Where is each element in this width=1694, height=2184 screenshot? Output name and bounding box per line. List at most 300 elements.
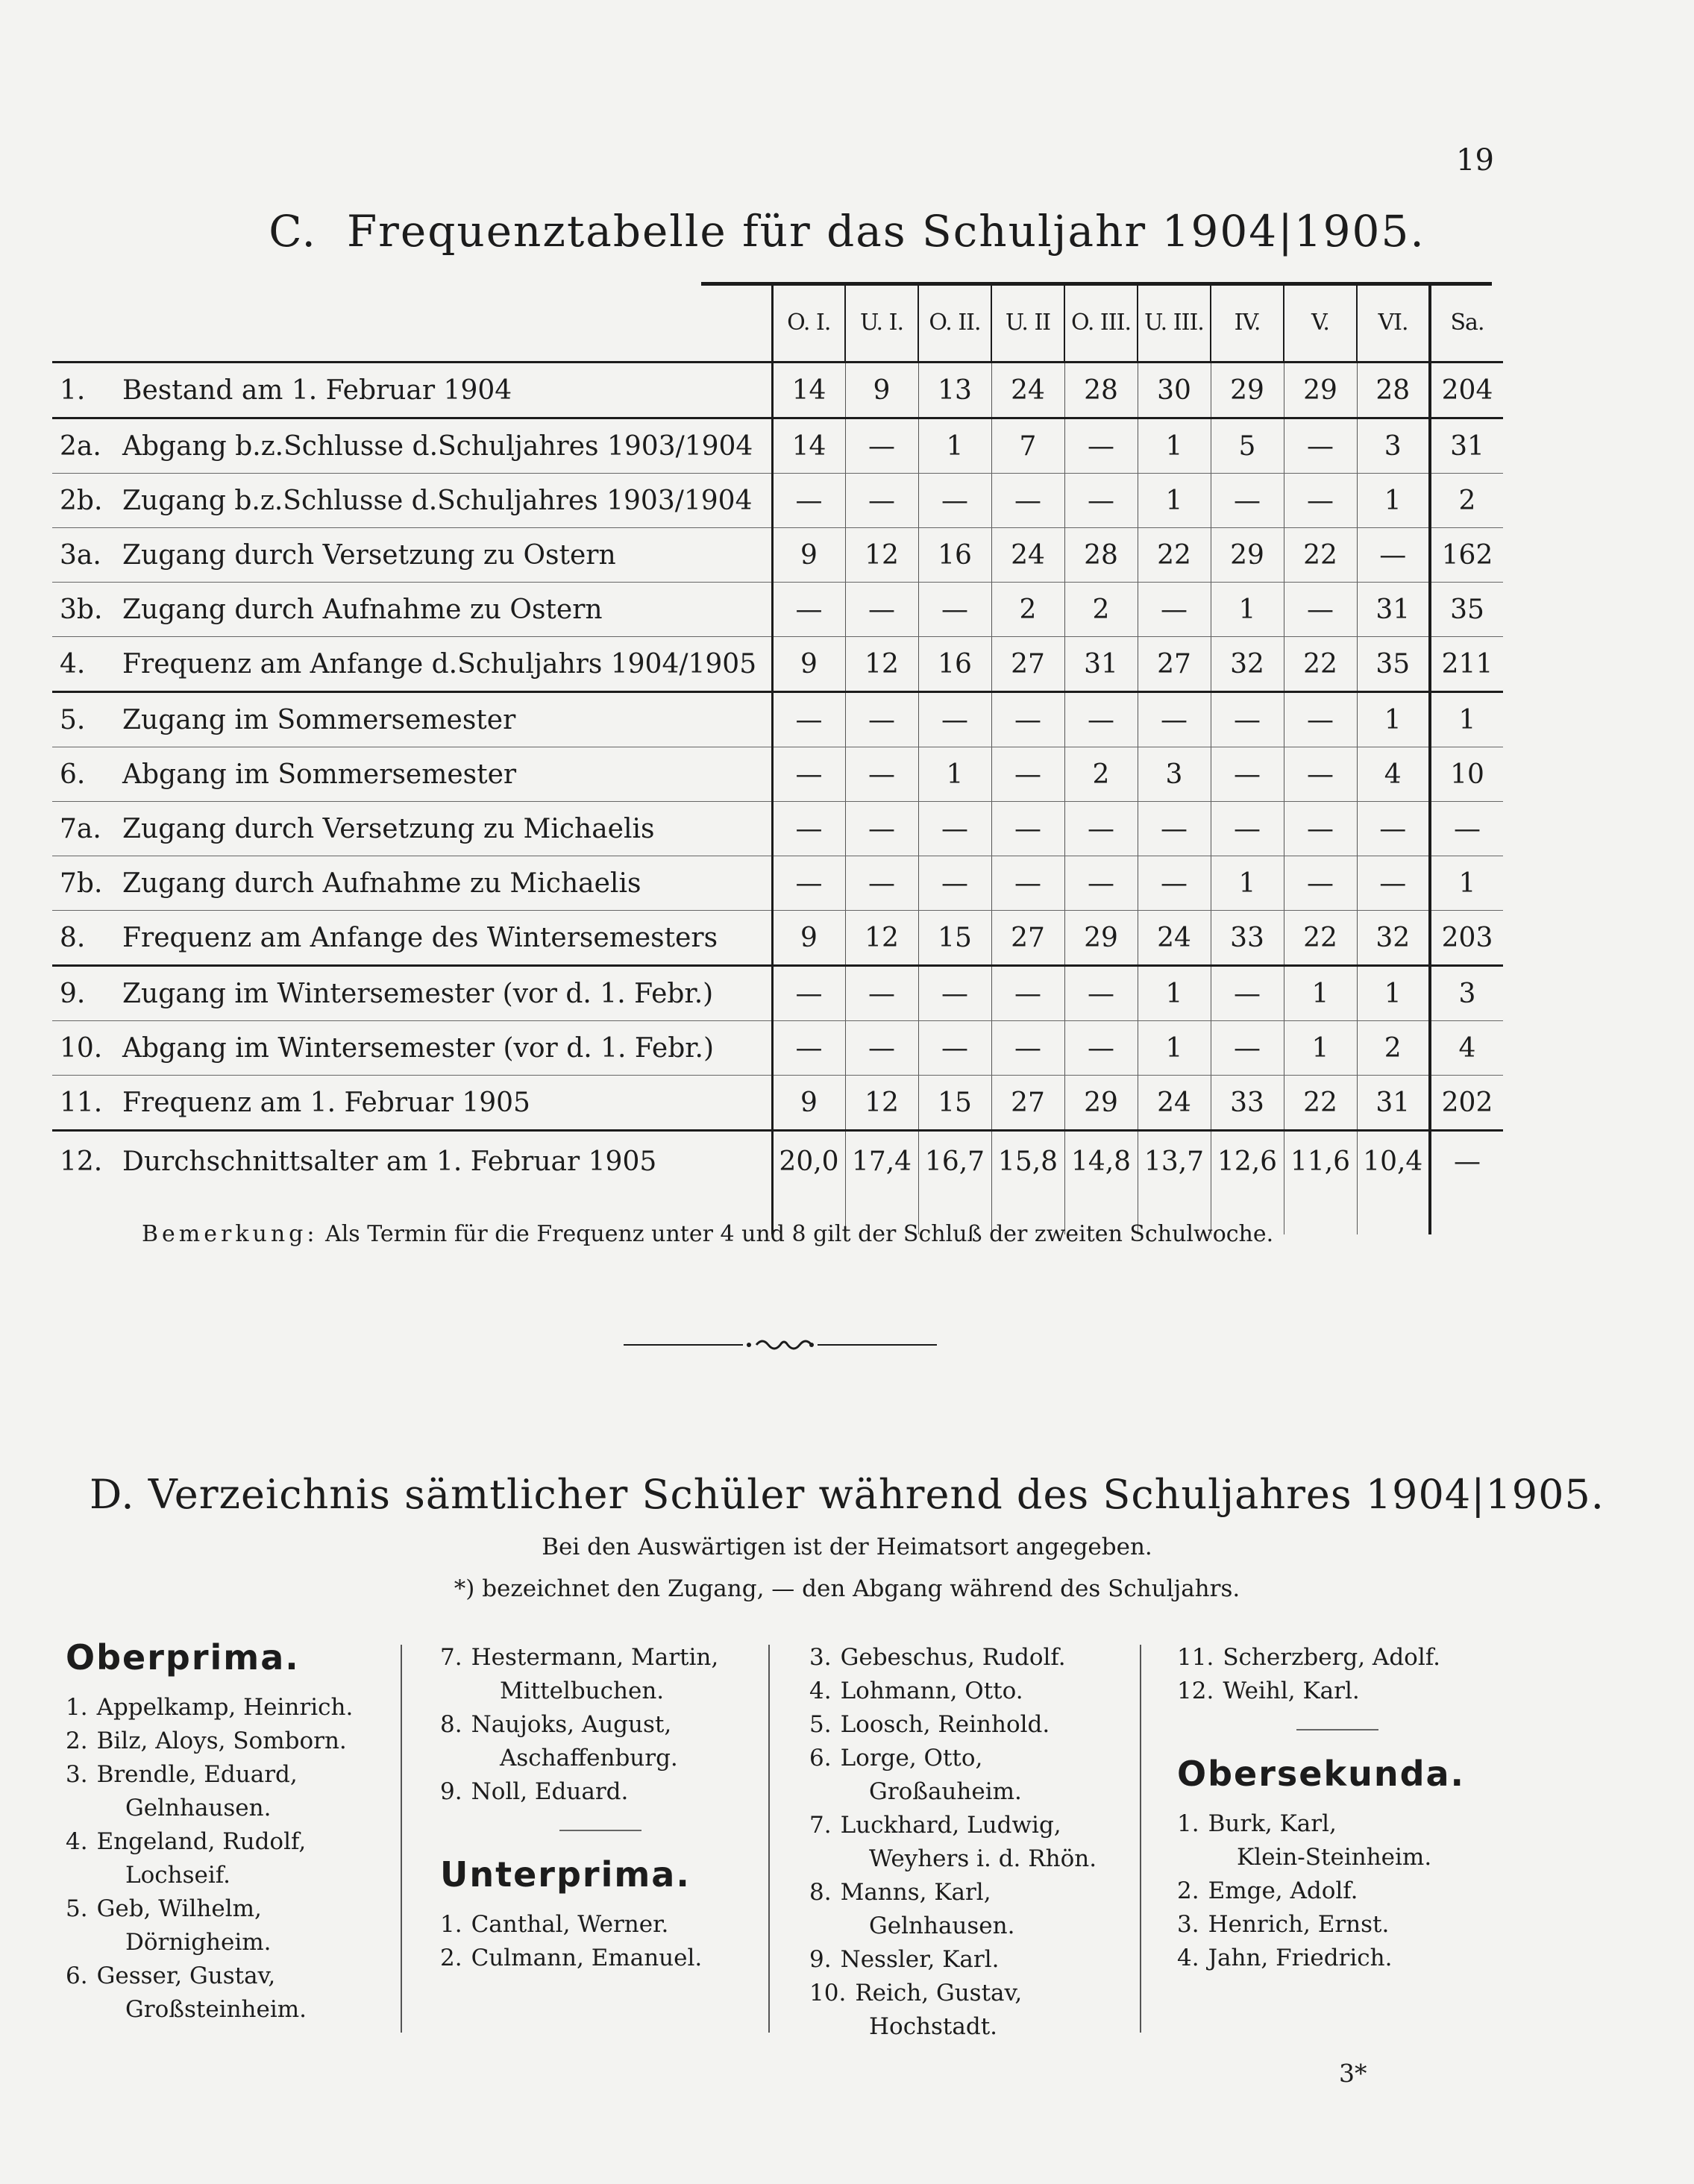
value-cell: 12 xyxy=(845,637,918,692)
section-c-title-text: Frequenztabelle für das Schuljahr 1904|1905. xyxy=(346,206,1425,257)
student-number: 10. xyxy=(809,1980,847,2006)
value-cell: 33 xyxy=(1211,911,1284,966)
value-cell: 1 xyxy=(1284,966,1357,1021)
row-label-text: Frequenz am 1. Februar 1905 xyxy=(122,1087,530,1118)
table-row xyxy=(52,474,1503,528)
value-cell: 32 xyxy=(1211,637,1284,692)
table-row xyxy=(52,966,1503,1021)
student-name: Geb, Wilhelm, xyxy=(96,1895,262,1922)
sum-cell: 204 xyxy=(1430,363,1503,418)
value-cell: 12 xyxy=(845,911,918,966)
value-cell: 4 xyxy=(1357,747,1430,802)
table-header-row xyxy=(52,283,1503,363)
value-cell: 31 xyxy=(1357,583,1430,637)
value-cell: 12 xyxy=(845,1076,918,1131)
student-name: Scherzberg, Adolf. xyxy=(1223,1644,1440,1671)
student-name: Appelkamp, Heinrich. xyxy=(96,1694,354,1721)
value-cell: — xyxy=(1064,966,1138,1021)
sum-cell: 31 xyxy=(1430,418,1503,474)
value-cell: — xyxy=(991,692,1064,747)
column-header: O. II. xyxy=(918,283,991,363)
class-separator xyxy=(559,1830,641,1831)
value-cell: 13,7 xyxy=(1138,1131,1211,1235)
column-header: IV. xyxy=(1211,283,1284,363)
student-entry xyxy=(440,1775,761,1809)
section-c-title xyxy=(0,206,1694,257)
row-label-text: Frequenz am Anfange d.Schuljahrs 1904/1905 xyxy=(122,648,757,680)
row-label xyxy=(52,692,772,747)
sum-cell: 202 xyxy=(1430,1076,1503,1131)
student-hometown: Gelnhausen. xyxy=(125,1795,272,1821)
value-cell: — xyxy=(1211,802,1284,856)
section-d-title: D. Verzeichnis sämtlicher Schüler während des Schuljahres 1904|1905. xyxy=(90,1471,1604,1518)
row-label xyxy=(52,1021,772,1076)
value-cell: 22 xyxy=(1284,637,1357,692)
value-cell: 1 xyxy=(1138,474,1211,528)
row-label xyxy=(52,1076,772,1131)
student-name: Naujoks, August, xyxy=(471,1711,672,1738)
table-row xyxy=(52,911,1503,966)
value-cell: — xyxy=(1064,418,1138,474)
value-cell: 16,7 xyxy=(918,1131,991,1235)
value-cell: 29 xyxy=(1064,911,1138,966)
column-header: V. xyxy=(1284,283,1357,363)
value-cell: 1 xyxy=(1357,474,1430,528)
sum-cell: 162 xyxy=(1430,528,1503,583)
value-cell: 22 xyxy=(1284,1076,1357,1131)
value-cell: 1 xyxy=(1357,966,1430,1021)
value-cell: — xyxy=(1284,583,1357,637)
class-heading: Obersekunda. xyxy=(1177,1754,1466,1794)
student-number: 4. xyxy=(1177,1945,1199,1971)
value-cell: 22 xyxy=(1138,528,1211,583)
row-label-text: Zugang durch Versetzung zu Michaelis xyxy=(122,813,655,844)
student-hometown: Weyhers i. d. Rhön. xyxy=(869,1845,1097,1872)
sum-cell: 10 xyxy=(1430,747,1503,802)
student-name: Gesser, Gustav, xyxy=(96,1962,276,1989)
student-name: Reich, Gustav, xyxy=(855,1980,1023,2006)
student-name: Nessler, Karl. xyxy=(840,1946,1000,1973)
row-number: 2a. xyxy=(60,430,101,462)
table-row xyxy=(52,418,1503,474)
sum-cell: 3 xyxy=(1430,966,1503,1021)
value-cell: 29 xyxy=(1064,1076,1138,1131)
value-cell: 1 xyxy=(1284,1021,1357,1076)
student-name: Hestermann, Martin, xyxy=(471,1644,719,1671)
value-cell: — xyxy=(991,966,1064,1021)
column-divider xyxy=(768,1645,770,2033)
value-cell: 31 xyxy=(1064,637,1138,692)
student-name: Bilz, Aloys, Somborn. xyxy=(96,1728,347,1754)
row-label xyxy=(52,802,772,856)
student-entry xyxy=(66,1825,394,1892)
value-cell: — xyxy=(918,583,991,637)
value-cell: — xyxy=(1064,856,1138,911)
value-cell: 27 xyxy=(991,1076,1064,1131)
student-hometown: Mittelbuchen. xyxy=(500,1678,665,1704)
student-column-3 xyxy=(809,1641,1138,2044)
value-cell: — xyxy=(918,1021,991,1076)
value-cell: 31 xyxy=(1357,1076,1430,1131)
student-number: 8. xyxy=(809,1879,832,1906)
row-number: 5. xyxy=(60,704,86,735)
student-number: 3. xyxy=(1177,1911,1199,1938)
student-number: 11. xyxy=(1177,1644,1214,1671)
student-name: Noll, Eduard. xyxy=(471,1778,629,1805)
row-label xyxy=(52,966,772,1021)
student-number: 9. xyxy=(440,1778,462,1805)
table-remark xyxy=(142,1221,1273,1247)
value-cell: — xyxy=(1211,747,1284,802)
remark-text: Als Termin für die Frequenz unter 4 und 8 gilt der Schluß der zweiten Schulwoche. xyxy=(325,1221,1274,1247)
value-cell: 10,4 xyxy=(1357,1131,1430,1235)
value-cell: — xyxy=(918,966,991,1021)
class-separator xyxy=(1296,1729,1378,1730)
student-number: 1. xyxy=(66,1694,88,1721)
row-number: 6. xyxy=(60,759,86,790)
table-row xyxy=(52,363,1503,418)
student-number: 8. xyxy=(440,1711,462,1738)
student-entry xyxy=(809,1809,1138,1876)
value-cell: 9 xyxy=(772,911,845,966)
sum-cell: 4 xyxy=(1430,1021,1503,1076)
student-number: 5. xyxy=(809,1711,832,1738)
value-cell: 5 xyxy=(1211,418,1284,474)
value-cell: — xyxy=(991,474,1064,528)
table-row xyxy=(52,637,1503,692)
student-entry xyxy=(809,1708,1138,1742)
value-cell: 3 xyxy=(1357,418,1430,474)
row-label xyxy=(52,418,772,474)
row-label-text: Abgang im Sommersemester xyxy=(122,759,517,790)
row-label-text: Durchschnittsalter am 1. Februar 1905 xyxy=(122,1146,657,1177)
value-cell: 14 xyxy=(772,363,845,418)
page-number: 19 xyxy=(1456,143,1494,178)
section-d-note-symbols: *) bezeichnet den Zugang, — den Abgang während des Schuljahrs. xyxy=(454,1575,1240,1602)
student-number: 4. xyxy=(809,1678,832,1704)
value-cell: 9 xyxy=(772,637,845,692)
value-cell: 7 xyxy=(991,418,1064,474)
class-heading: Oberprima. xyxy=(66,1637,300,1678)
value-cell: — xyxy=(918,802,991,856)
sum-cell: 1 xyxy=(1430,856,1503,911)
student-name: Lohmann, Otto. xyxy=(840,1678,1023,1704)
value-cell: — xyxy=(1138,692,1211,747)
student-name: Canthal, Werner. xyxy=(471,1911,669,1938)
student-hometown: Hochstadt. xyxy=(869,2013,998,2040)
table-row xyxy=(52,1021,1503,1076)
ornament-divider xyxy=(624,1334,937,1356)
signature-mark: 3* xyxy=(1339,2059,1367,2088)
value-cell: 15,8 xyxy=(991,1131,1064,1235)
table-row xyxy=(52,692,1503,747)
value-cell: — xyxy=(918,474,991,528)
student-entry xyxy=(809,1977,1138,2044)
student-hometown: Großsteinheim. xyxy=(125,1996,307,2023)
student-number: 12. xyxy=(1177,1678,1214,1704)
value-cell: — xyxy=(1064,1021,1138,1076)
value-cell: — xyxy=(845,747,918,802)
value-cell: 14 xyxy=(772,418,845,474)
column-header: U. III. xyxy=(1138,283,1211,363)
value-cell: 33 xyxy=(1211,1076,1284,1131)
value-cell: — xyxy=(991,802,1064,856)
value-cell: 1 xyxy=(1357,692,1430,747)
value-cell: 28 xyxy=(1064,363,1138,418)
value-cell: 2 xyxy=(1064,583,1138,637)
student-name: Manns, Karl, xyxy=(840,1879,991,1906)
student-entry xyxy=(66,1758,394,1825)
value-cell: 32 xyxy=(1357,911,1430,966)
value-cell: 24 xyxy=(1138,1076,1211,1131)
sum-cell: 211 xyxy=(1430,637,1503,692)
value-cell: 30 xyxy=(1138,363,1211,418)
value-cell: — xyxy=(845,583,918,637)
column-header: U. I. xyxy=(845,283,918,363)
value-cell: — xyxy=(1211,474,1284,528)
student-entry xyxy=(440,1908,761,1942)
value-cell: 27 xyxy=(991,911,1064,966)
value-cell: 3 xyxy=(1138,747,1211,802)
value-cell: — xyxy=(918,856,991,911)
section-d-note-home-town: Bei den Auswärtigen ist der Heimatsort angegeben. xyxy=(542,1534,1152,1560)
value-cell: — xyxy=(845,474,918,528)
student-number: 7. xyxy=(809,1812,832,1839)
row-label-text: Zugang durch Aufnahme zu Michaelis xyxy=(122,867,641,899)
value-cell: — xyxy=(918,692,991,747)
remark-label: Bemerkung: xyxy=(142,1221,319,1247)
row-number: 8. xyxy=(60,922,86,953)
row-label xyxy=(52,911,772,966)
student-number: 6. xyxy=(809,1745,832,1772)
column-header: VI. xyxy=(1357,283,1430,363)
student-hometown: Dörnigheim. xyxy=(125,1929,272,1956)
table-row xyxy=(52,802,1503,856)
value-cell: — xyxy=(1284,474,1357,528)
student-hometown: Gelnhausen. xyxy=(869,1912,1015,1939)
value-cell: 17,4 xyxy=(845,1131,918,1235)
column-header: O. I. xyxy=(772,283,845,363)
value-cell: — xyxy=(1357,528,1430,583)
sum-cell: — xyxy=(1430,1131,1503,1235)
student-number: 1. xyxy=(440,1911,462,1938)
table-row xyxy=(52,747,1503,802)
row-number: 11. xyxy=(60,1087,103,1118)
value-cell: 29 xyxy=(1211,363,1284,418)
value-cell: — xyxy=(772,802,845,856)
row-number: 3a. xyxy=(60,539,101,571)
row-number: 3b. xyxy=(60,594,103,625)
value-cell: — xyxy=(772,747,845,802)
student-entry xyxy=(809,1641,1138,1675)
value-cell: 1 xyxy=(1211,856,1284,911)
row-label-text: Zugang im Sommersemester xyxy=(122,704,516,735)
value-cell: 16 xyxy=(918,528,991,583)
header-blank-cell xyxy=(52,283,772,363)
row-label-text: Zugang durch Aufnahme zu Ostern xyxy=(122,594,603,625)
student-number: 3. xyxy=(809,1644,832,1671)
student-name: Brendle, Eduard, xyxy=(96,1761,298,1788)
value-cell: — xyxy=(1064,802,1138,856)
value-cell: — xyxy=(1284,747,1357,802)
value-cell: — xyxy=(845,856,918,911)
value-cell: — xyxy=(1138,583,1211,637)
row-number: 4. xyxy=(60,648,86,680)
sum-cell: — xyxy=(1430,802,1503,856)
value-cell: 12 xyxy=(845,528,918,583)
value-cell: — xyxy=(845,802,918,856)
table-row xyxy=(52,583,1503,637)
value-cell: 27 xyxy=(991,637,1064,692)
student-entry xyxy=(440,1942,761,1975)
student-name: Lorge, Otto, xyxy=(840,1745,983,1772)
row-label xyxy=(52,528,772,583)
student-entry xyxy=(1177,1641,1505,1675)
value-cell: — xyxy=(845,692,918,747)
value-cell: — xyxy=(1064,692,1138,747)
student-entry xyxy=(1177,1675,1505,1708)
column-header: O. III. xyxy=(1064,283,1138,363)
value-cell: 13 xyxy=(918,363,991,418)
student-number: 5. xyxy=(66,1895,88,1922)
value-cell: — xyxy=(1284,856,1357,911)
student-name: Emge, Adolf. xyxy=(1208,1877,1358,1904)
row-label xyxy=(52,856,772,911)
student-entry xyxy=(809,1943,1138,1977)
value-cell: — xyxy=(991,747,1064,802)
value-cell: — xyxy=(845,418,918,474)
student-entry xyxy=(809,1675,1138,1708)
row-label xyxy=(52,637,772,692)
value-cell: 1 xyxy=(1138,1021,1211,1076)
value-cell: 29 xyxy=(1284,363,1357,418)
row-label xyxy=(52,474,772,528)
student-entry xyxy=(1177,1874,1505,1908)
student-number: 6. xyxy=(66,1962,88,1989)
table-row xyxy=(52,528,1503,583)
student-number: 7. xyxy=(440,1644,462,1671)
value-cell: — xyxy=(1357,856,1430,911)
value-cell: 14,8 xyxy=(1064,1131,1138,1235)
value-cell: — xyxy=(1211,692,1284,747)
value-cell: 1 xyxy=(1138,966,1211,1021)
value-cell: 1 xyxy=(918,418,991,474)
student-entry xyxy=(440,1641,761,1708)
student-number: 1. xyxy=(1177,1810,1199,1837)
student-name: Burk, Karl, xyxy=(1208,1810,1337,1837)
student-entry xyxy=(809,1742,1138,1809)
value-cell: 24 xyxy=(991,363,1064,418)
student-name: Jahn, Friedrich. xyxy=(1208,1945,1393,1971)
value-cell: 35 xyxy=(1357,637,1430,692)
value-cell: — xyxy=(1064,474,1138,528)
value-cell: 11,6 xyxy=(1284,1131,1357,1235)
student-entry xyxy=(809,1876,1138,1943)
value-cell: — xyxy=(1138,802,1211,856)
student-column-4 xyxy=(1177,1641,1505,1975)
value-cell: — xyxy=(1284,692,1357,747)
value-cell: — xyxy=(845,1021,918,1076)
row-number: 1. xyxy=(60,374,86,406)
value-cell: — xyxy=(1211,1021,1284,1076)
value-cell: 2 xyxy=(1064,747,1138,802)
student-hometown: Großauheim. xyxy=(869,1778,1022,1805)
value-cell: — xyxy=(991,1021,1064,1076)
column-divider xyxy=(401,1645,402,2033)
value-cell: 1 xyxy=(1211,583,1284,637)
sum-cell: 35 xyxy=(1430,583,1503,637)
row-label xyxy=(52,583,772,637)
student-name: Henrich, Ernst. xyxy=(1208,1911,1390,1938)
value-cell: — xyxy=(772,692,845,747)
value-cell: — xyxy=(772,583,845,637)
value-cell: 9 xyxy=(772,1076,845,1131)
column-header: U. II xyxy=(991,283,1064,363)
value-cell: 22 xyxy=(1284,528,1357,583)
table-row xyxy=(52,1131,1503,1235)
student-name: Gebeschus, Rudolf. xyxy=(840,1644,1066,1671)
row-label-text: Frequenz am Anfange des Wintersemesters xyxy=(122,922,718,953)
row-label-text: Bestand am 1. Februar 1904 xyxy=(122,374,512,406)
student-number: 4. xyxy=(66,1828,88,1855)
value-cell: 28 xyxy=(1357,363,1430,418)
value-cell: — xyxy=(772,966,845,1021)
row-label xyxy=(52,1131,772,1235)
value-cell: 15 xyxy=(918,1076,991,1131)
row-number: 10. xyxy=(60,1032,103,1064)
row-number: 9. xyxy=(60,978,86,1009)
value-cell: — xyxy=(1357,802,1430,856)
value-cell: 2 xyxy=(991,583,1064,637)
student-entry xyxy=(66,1691,394,1725)
value-cell: 29 xyxy=(1211,528,1284,583)
value-cell: 22 xyxy=(1284,911,1357,966)
value-cell: 24 xyxy=(991,528,1064,583)
row-label xyxy=(52,363,772,418)
row-number: 2b. xyxy=(60,485,103,516)
student-name: Culmann, Emanuel. xyxy=(471,1945,703,1971)
student-entry xyxy=(440,1708,761,1775)
value-cell: — xyxy=(772,856,845,911)
table-row xyxy=(52,1076,1503,1131)
value-cell: 24 xyxy=(1138,911,1211,966)
column-header-sum: Sa. xyxy=(1430,283,1503,363)
student-number: 3. xyxy=(66,1761,88,1788)
student-entry xyxy=(1177,1807,1505,1874)
student-column-1 xyxy=(66,1626,394,2027)
value-cell: 2 xyxy=(1357,1021,1430,1076)
value-cell: 12,6 xyxy=(1211,1131,1284,1235)
student-name: Engeland, Rudolf, xyxy=(96,1828,307,1855)
value-cell: — xyxy=(1211,966,1284,1021)
student-hometown: Klein-Steinheim. xyxy=(1237,1844,1432,1871)
student-name: Luckhard, Ludwig, xyxy=(840,1812,1061,1839)
class-heading: Unterprima. xyxy=(440,1854,691,1895)
row-label-text: Abgang b.z.Schlusse d.Schuljahres 1903/1904 xyxy=(122,430,753,462)
column-divider xyxy=(1140,1645,1141,2033)
value-cell: 1 xyxy=(918,747,991,802)
student-entry xyxy=(66,1892,394,1959)
row-label-text: Zugang b.z.Schlusse d.Schuljahres 1903/1904 xyxy=(122,485,753,516)
student-entry xyxy=(1177,1908,1505,1942)
table-row xyxy=(52,856,1503,911)
row-label-text: Zugang im Wintersemester (vor d. 1. Febr.) xyxy=(122,978,714,1009)
student-name: Weihl, Karl. xyxy=(1223,1678,1360,1704)
student-entry xyxy=(66,1959,394,2027)
student-number: 2. xyxy=(440,1945,462,1971)
student-name: Loosch, Reinhold. xyxy=(840,1711,1050,1738)
value-cell: — xyxy=(1284,418,1357,474)
